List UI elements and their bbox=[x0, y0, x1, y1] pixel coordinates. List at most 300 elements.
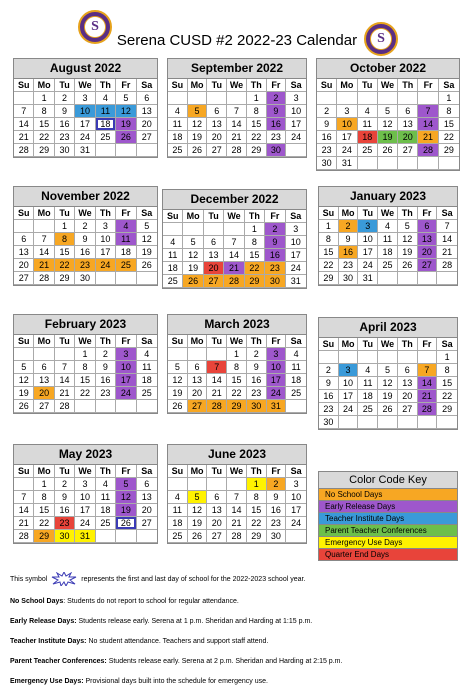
weekday-header: Fr bbox=[116, 335, 136, 348]
empty-cell bbox=[14, 220, 34, 233]
day-cell: 9 bbox=[75, 233, 95, 246]
day-cell: 8 bbox=[247, 491, 267, 504]
day-cell: 29 bbox=[34, 530, 54, 543]
day-cell: 29 bbox=[247, 530, 267, 543]
empty-cell bbox=[137, 400, 157, 413]
day-cell: 14 bbox=[227, 504, 247, 517]
day-cell: 8 bbox=[319, 233, 339, 246]
day-cell: 9 bbox=[55, 491, 75, 504]
day-cell: 16 bbox=[265, 249, 285, 262]
empty-cell bbox=[398, 272, 418, 285]
day-cell: 15 bbox=[245, 249, 265, 262]
day-cell: 1 bbox=[245, 223, 265, 236]
month-title: May 2023 bbox=[14, 445, 157, 465]
day-cell: 23 bbox=[267, 517, 287, 530]
day-cell: 9 bbox=[267, 105, 287, 118]
day-cell: 19 bbox=[116, 118, 136, 131]
day-cell: 30 bbox=[55, 530, 75, 543]
weekday-header: Tu bbox=[358, 207, 378, 220]
day-cell: 20 bbox=[137, 118, 157, 131]
day-cell: 21 bbox=[34, 259, 54, 272]
weekday-header: Mo bbox=[337, 79, 357, 92]
day-cell: 4 bbox=[168, 105, 188, 118]
day-cell: 2 bbox=[55, 478, 75, 491]
day-cell: 9 bbox=[265, 236, 285, 249]
day-cell: 16 bbox=[267, 118, 287, 131]
weekday-header: Su bbox=[14, 465, 34, 478]
day-cell: 9 bbox=[96, 361, 116, 374]
day-cell: 11 bbox=[358, 118, 378, 131]
day-cell: 22 bbox=[247, 517, 267, 530]
weekday-header: Sa bbox=[137, 335, 157, 348]
day-cell: 20 bbox=[418, 246, 438, 259]
day-cell: 1 bbox=[437, 351, 457, 364]
day-cell: 10 bbox=[96, 233, 116, 246]
day-cell: 15 bbox=[227, 374, 247, 387]
weekday-header: Tu bbox=[55, 335, 75, 348]
empty-cell bbox=[286, 530, 306, 543]
day-cell: 14 bbox=[224, 249, 244, 262]
day-cell: 26 bbox=[137, 259, 157, 272]
day-cell: 21 bbox=[418, 390, 438, 403]
day-cell: 24 bbox=[96, 259, 116, 272]
day-cell: 9 bbox=[319, 377, 339, 390]
day-cell: 25 bbox=[137, 387, 157, 400]
day-cell: 24 bbox=[75, 517, 95, 530]
day-cell: 18 bbox=[116, 246, 136, 259]
day-cell: 8 bbox=[439, 105, 459, 118]
weekday-header: Sa bbox=[286, 335, 306, 348]
day-cell: 20 bbox=[204, 262, 224, 275]
day-cell: 15 bbox=[437, 377, 457, 390]
calendar-month bbox=[167, 444, 307, 544]
day-cell: 7 bbox=[418, 105, 438, 118]
day-cell: 14 bbox=[34, 246, 54, 259]
day-cell: 16 bbox=[247, 374, 267, 387]
day-cell: 13 bbox=[137, 105, 157, 118]
note-text: Provisional days built into the schedule for emergency use. bbox=[83, 678, 268, 685]
month-grid bbox=[14, 465, 157, 543]
weekday-header: Tu bbox=[207, 465, 227, 478]
day-cell: 28 bbox=[34, 272, 54, 285]
day-cell: 19 bbox=[168, 387, 188, 400]
empty-cell bbox=[337, 92, 357, 105]
empty-cell bbox=[317, 92, 337, 105]
day-cell: 4 bbox=[96, 92, 116, 105]
empty-cell bbox=[398, 92, 418, 105]
day-cell: 5 bbox=[398, 220, 418, 233]
day-cell: 20 bbox=[207, 131, 227, 144]
day-cell: 7 bbox=[227, 105, 247, 118]
month-title: August 2022 bbox=[14, 59, 157, 79]
weekday-header: We bbox=[378, 338, 398, 351]
weekday-header: Tu bbox=[358, 79, 378, 92]
empty-cell bbox=[227, 92, 247, 105]
day-cell: 6 bbox=[188, 361, 208, 374]
key-item: Early Release Days bbox=[319, 501, 457, 513]
day-cell: 6 bbox=[418, 220, 438, 233]
weekday-header: Su bbox=[319, 338, 339, 351]
day-cell: 4 bbox=[137, 348, 157, 361]
key-item: Quarter End Days bbox=[319, 549, 457, 560]
day-cell: 21 bbox=[437, 246, 457, 259]
day-cell: 25 bbox=[286, 387, 306, 400]
weekday-header: Su bbox=[14, 207, 34, 220]
weekday-header: We bbox=[75, 465, 95, 478]
day-cell: 5 bbox=[378, 105, 398, 118]
weekday-header: Fr bbox=[116, 207, 136, 220]
day-cell: 19 bbox=[116, 504, 136, 517]
day-cell: 2 bbox=[317, 105, 337, 118]
day-cell: 9 bbox=[317, 118, 337, 131]
day-cell: 14 bbox=[55, 374, 75, 387]
day-cell: 3 bbox=[286, 92, 306, 105]
weekday-header: Fr bbox=[116, 79, 136, 92]
day-cell: 3 bbox=[75, 92, 95, 105]
day-cell: 24 bbox=[267, 387, 287, 400]
day-cell: 26 bbox=[14, 400, 34, 413]
note-text: Students release early. Serena at 1 p.m. Sheridan and Harding at 1:15 p.m. bbox=[76, 618, 313, 625]
empty-cell bbox=[224, 223, 244, 236]
day-cell: 10 bbox=[358, 233, 378, 246]
weekday-header: Mo bbox=[34, 335, 54, 348]
day-cell: 5 bbox=[183, 236, 203, 249]
day-cell: 12 bbox=[378, 377, 398, 390]
day-cell: 23 bbox=[75, 259, 95, 272]
weekday-header: Tu bbox=[207, 335, 227, 348]
day-cell-first-last: 18 bbox=[96, 118, 116, 131]
day-cell: 26 bbox=[188, 144, 208, 157]
empty-cell bbox=[339, 416, 359, 429]
day-cell: 25 bbox=[358, 144, 378, 157]
empty-cell bbox=[96, 530, 116, 543]
weekday-header: Sa bbox=[439, 79, 459, 92]
empty-cell bbox=[439, 157, 459, 170]
day-cell: 29 bbox=[437, 403, 457, 416]
day-cell: 30 bbox=[319, 416, 339, 429]
day-cell: 2 bbox=[55, 92, 75, 105]
day-cell: 11 bbox=[137, 361, 157, 374]
day-cell: 17 bbox=[96, 246, 116, 259]
weekday-header: Mo bbox=[183, 210, 203, 223]
day-cell: 3 bbox=[267, 348, 287, 361]
empty-cell bbox=[418, 351, 438, 364]
day-cell: 1 bbox=[75, 348, 95, 361]
month-grid bbox=[317, 79, 459, 170]
weekday-header: Tu bbox=[207, 79, 227, 92]
day-cell: 19 bbox=[378, 390, 398, 403]
day-cell: 31 bbox=[267, 400, 287, 413]
day-cell: 2 bbox=[319, 364, 339, 377]
weekday-header: Th bbox=[245, 210, 265, 223]
day-cell: 30 bbox=[75, 272, 95, 285]
empty-cell bbox=[168, 348, 188, 361]
day-cell: 23 bbox=[55, 131, 75, 144]
day-cell: 4 bbox=[168, 491, 188, 504]
day-cell: 15 bbox=[439, 118, 459, 131]
day-cell: 27 bbox=[207, 144, 227, 157]
weekday-header: Tu bbox=[55, 465, 75, 478]
empty-cell bbox=[418, 92, 438, 105]
weekday-header: Fr bbox=[418, 79, 438, 92]
weekday-header: We bbox=[378, 207, 398, 220]
day-cell: 26 bbox=[398, 259, 418, 272]
day-cell: 21 bbox=[55, 387, 75, 400]
empty-cell bbox=[188, 478, 208, 491]
day-cell: 15 bbox=[34, 118, 54, 131]
day-cell: 13 bbox=[207, 504, 227, 517]
day-cell: 6 bbox=[207, 491, 227, 504]
day-cell: 13 bbox=[137, 491, 157, 504]
day-cell: 13 bbox=[34, 374, 54, 387]
day-cell: 1 bbox=[247, 92, 267, 105]
day-cell: 14 bbox=[227, 118, 247, 131]
day-cell: 29 bbox=[319, 272, 339, 285]
school-logo-left: S bbox=[78, 10, 112, 44]
calendar-month bbox=[316, 58, 460, 171]
weekday-header: Th bbox=[96, 207, 116, 220]
day-cell: 17 bbox=[286, 118, 306, 131]
day-cell: 16 bbox=[96, 374, 116, 387]
day-cell: 5 bbox=[378, 364, 398, 377]
day-cell: 20 bbox=[398, 131, 418, 144]
day-cell: 11 bbox=[168, 504, 188, 517]
day-cell: 20 bbox=[137, 504, 157, 517]
day-cell: 10 bbox=[286, 236, 306, 249]
day-cell: 18 bbox=[168, 517, 188, 530]
weekday-header: We bbox=[227, 335, 247, 348]
empty-cell bbox=[378, 351, 398, 364]
day-cell: 13 bbox=[204, 249, 224, 262]
empty-cell bbox=[207, 92, 227, 105]
weekday-header: Mo bbox=[34, 207, 54, 220]
day-cell: 1 bbox=[34, 478, 54, 491]
day-cell: 24 bbox=[286, 517, 306, 530]
calendar-month bbox=[13, 444, 158, 544]
empty-cell bbox=[398, 157, 418, 170]
day-cell: 22 bbox=[245, 262, 265, 275]
day-cell: 23 bbox=[319, 403, 339, 416]
day-cell: 17 bbox=[75, 118, 95, 131]
day-cell: 18 bbox=[96, 504, 116, 517]
calendar-month bbox=[167, 314, 307, 414]
month-grid bbox=[319, 338, 457, 429]
empty-cell bbox=[34, 220, 54, 233]
day-cell: 3 bbox=[116, 348, 136, 361]
day-cell: 25 bbox=[168, 530, 188, 543]
day-cell: 18 bbox=[168, 131, 188, 144]
day-cell: 4 bbox=[358, 364, 378, 377]
day-cell: 19 bbox=[14, 387, 34, 400]
month-title: October 2022 bbox=[317, 59, 459, 79]
day-cell: 10 bbox=[286, 105, 306, 118]
day-cell: 10 bbox=[337, 118, 357, 131]
calendar-month bbox=[318, 317, 458, 430]
weekday-header: Tu bbox=[55, 207, 75, 220]
empty-cell bbox=[437, 416, 457, 429]
day-cell: 31 bbox=[75, 530, 95, 543]
note-term: Parent Teacher Conferences: bbox=[10, 658, 107, 665]
day-cell: 28 bbox=[14, 530, 34, 543]
day-cell: 30 bbox=[265, 275, 285, 288]
day-cell: 20 bbox=[207, 517, 227, 530]
weekday-header: Sa bbox=[137, 79, 157, 92]
empty-cell bbox=[418, 157, 438, 170]
weekday-header: Mo bbox=[188, 79, 208, 92]
empty-cell bbox=[116, 144, 136, 157]
day-cell: 19 bbox=[398, 246, 418, 259]
empty-cell bbox=[286, 144, 306, 157]
day-cell: 19 bbox=[188, 131, 208, 144]
empty-cell bbox=[168, 92, 188, 105]
day-cell: 31 bbox=[358, 272, 378, 285]
empty-cell bbox=[319, 351, 339, 364]
day-cell: 2 bbox=[339, 220, 359, 233]
month-grid bbox=[319, 207, 457, 285]
weekday-header: Fr bbox=[418, 338, 438, 351]
empty-cell bbox=[358, 351, 378, 364]
note-text: No student attendance. Teachers and support staff attend. bbox=[86, 638, 269, 645]
note-item bbox=[10, 657, 470, 666]
empty-cell bbox=[378, 92, 398, 105]
empty-cell bbox=[437, 272, 457, 285]
empty-cell bbox=[75, 400, 95, 413]
day-cell: 25 bbox=[116, 259, 136, 272]
day-cell: 3 bbox=[339, 364, 359, 377]
weekday-header: Th bbox=[247, 465, 267, 478]
empty-cell bbox=[358, 416, 378, 429]
day-cell: 22 bbox=[75, 387, 95, 400]
day-cell: 31 bbox=[337, 157, 357, 170]
weekday-header: Th bbox=[247, 335, 267, 348]
day-cell: 6 bbox=[204, 236, 224, 249]
day-cell: 6 bbox=[14, 233, 34, 246]
calendar-month bbox=[167, 58, 307, 158]
empty-cell bbox=[183, 223, 203, 236]
day-cell: 30 bbox=[267, 144, 287, 157]
day-cell: 19 bbox=[137, 246, 157, 259]
day-cell: 29 bbox=[55, 272, 75, 285]
empty-cell bbox=[398, 416, 418, 429]
day-cell: 16 bbox=[319, 390, 339, 403]
day-cell: 17 bbox=[358, 246, 378, 259]
day-cell: 19 bbox=[183, 262, 203, 275]
day-cell: 22 bbox=[319, 259, 339, 272]
day-cell: 26 bbox=[168, 400, 188, 413]
day-cell: 23 bbox=[55, 517, 75, 530]
day-cell: 1 bbox=[439, 92, 459, 105]
day-cell: 21 bbox=[14, 517, 34, 530]
day-cell: 12 bbox=[188, 118, 208, 131]
day-cell: 29 bbox=[245, 275, 265, 288]
day-cell: 22 bbox=[55, 259, 75, 272]
month-title: June 2023 bbox=[168, 445, 306, 465]
day-cell: 13 bbox=[398, 377, 418, 390]
calendar-month bbox=[13, 58, 158, 158]
empty-cell bbox=[418, 416, 438, 429]
day-cell: 7 bbox=[14, 491, 34, 504]
empty-cell bbox=[14, 348, 34, 361]
day-cell: 27 bbox=[137, 131, 157, 144]
notes bbox=[10, 572, 470, 697]
day-cell: 16 bbox=[267, 504, 287, 517]
weekday-header: Su bbox=[168, 465, 188, 478]
day-cell: 28 bbox=[224, 275, 244, 288]
note-text: Students release early. Serena at 2 p.m. Sheridan and Harding at 2:15 p.m. bbox=[106, 658, 343, 665]
day-cell: 11 bbox=[358, 377, 378, 390]
day-cell: 30 bbox=[55, 144, 75, 157]
weekday-header: Su bbox=[168, 335, 188, 348]
day-cell: 15 bbox=[34, 504, 54, 517]
day-cell: 5 bbox=[188, 105, 208, 118]
day-cell: 21 bbox=[207, 387, 227, 400]
day-cell: 29 bbox=[247, 144, 267, 157]
empty-cell bbox=[378, 416, 398, 429]
weekday-header: Mo bbox=[339, 207, 359, 220]
weekday-header: Mo bbox=[339, 338, 359, 351]
day-cell: 21 bbox=[227, 131, 247, 144]
empty-cell bbox=[116, 400, 136, 413]
empty-cell bbox=[137, 272, 157, 285]
month-title: September 2022 bbox=[168, 59, 306, 79]
empty-cell bbox=[34, 348, 54, 361]
weekday-header: We bbox=[227, 79, 247, 92]
day-cell: 11 bbox=[286, 361, 306, 374]
day-cell: 10 bbox=[339, 377, 359, 390]
day-cell: 16 bbox=[339, 246, 359, 259]
calendar-month bbox=[318, 186, 458, 286]
weekday-header: We bbox=[75, 335, 95, 348]
starburst-icon bbox=[51, 572, 77, 586]
day-cell: 24 bbox=[337, 144, 357, 157]
day-cell: 7 bbox=[227, 491, 247, 504]
day-cell: 21 bbox=[14, 131, 34, 144]
day-cell: 20 bbox=[14, 259, 34, 272]
day-cell: 22 bbox=[227, 387, 247, 400]
day-cell: 3 bbox=[96, 220, 116, 233]
day-cell: 26 bbox=[378, 403, 398, 416]
day-cell: 11 bbox=[378, 233, 398, 246]
day-cell: 27 bbox=[207, 530, 227, 543]
day-cell: 14 bbox=[14, 118, 34, 131]
day-cell: 12 bbox=[116, 105, 136, 118]
calendar-month bbox=[162, 189, 307, 289]
day-cell: 7 bbox=[437, 220, 457, 233]
day-cell: 17 bbox=[337, 131, 357, 144]
note-item bbox=[10, 617, 470, 626]
day-cell: 12 bbox=[378, 118, 398, 131]
empty-cell bbox=[227, 478, 247, 491]
weekday-header: Fr bbox=[418, 207, 438, 220]
day-cell: 6 bbox=[137, 478, 157, 491]
weekday-header: Th bbox=[398, 338, 418, 351]
day-cell: 24 bbox=[286, 131, 306, 144]
day-cell: 5 bbox=[168, 361, 188, 374]
note-text: : Students do not report to school for regular attendance. bbox=[63, 598, 239, 605]
day-cell: 5 bbox=[116, 92, 136, 105]
day-cell: 28 bbox=[227, 144, 247, 157]
weekday-header: Th bbox=[96, 465, 116, 478]
day-cell: 13 bbox=[418, 233, 438, 246]
empty-cell bbox=[14, 92, 34, 105]
day-cell: 12 bbox=[188, 504, 208, 517]
day-cell: 15 bbox=[75, 374, 95, 387]
note-term: Early Release Days: bbox=[10, 618, 77, 625]
day-cell: 14 bbox=[418, 377, 438, 390]
day-cell: 9 bbox=[247, 361, 267, 374]
day-cell: 26 bbox=[378, 144, 398, 157]
month-grid bbox=[168, 79, 306, 157]
